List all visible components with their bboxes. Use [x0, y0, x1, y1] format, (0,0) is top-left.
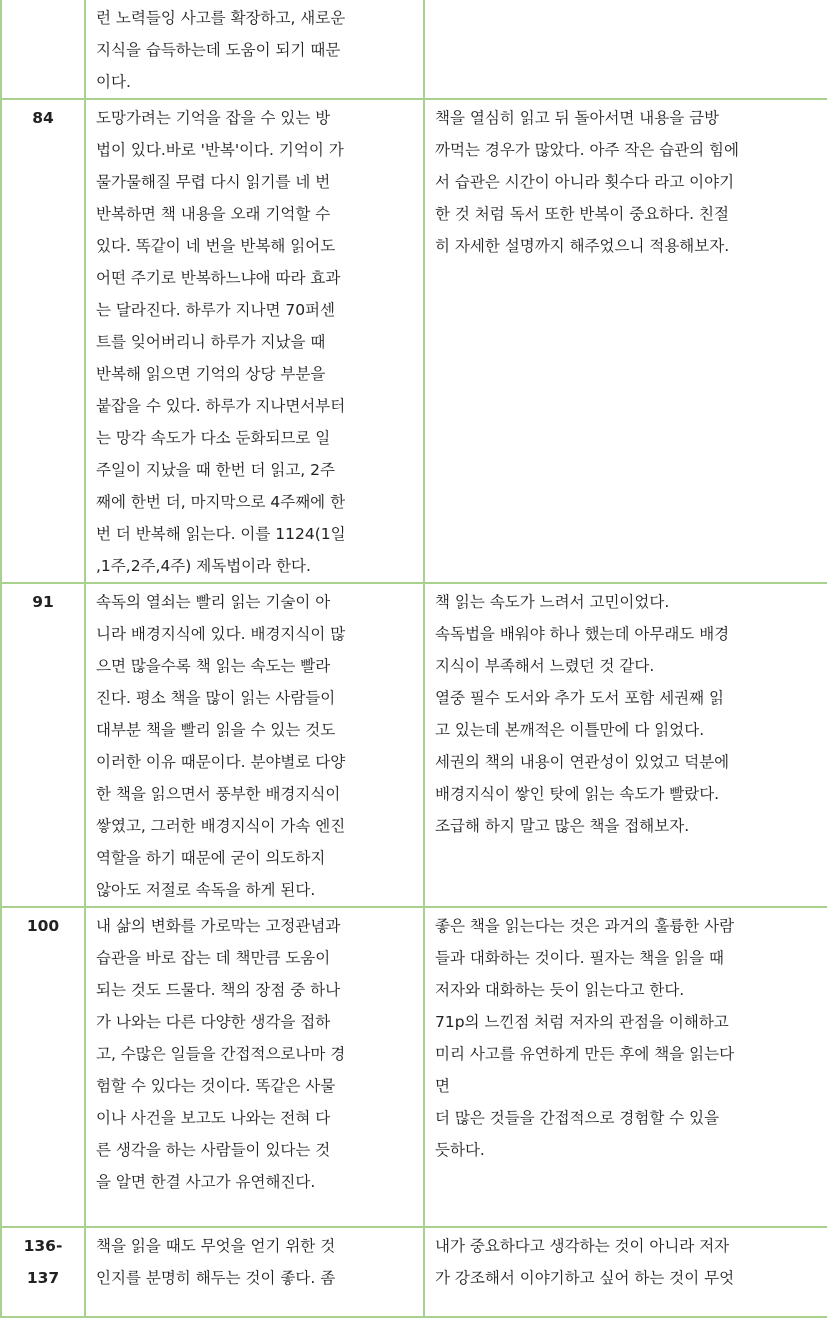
reflection-line: 고 있는데 본깨적은 이틀만에 다 읽었다.: [435, 721, 705, 739]
summary-line: 른 생각을 하는 사람들이 있다는 것: [96, 1141, 331, 1159]
summary-line: 고, 수많은 일들을 간접적으로나마 경: [96, 1045, 346, 1063]
summary-line: 붙잡을 수 있다. 하루가 지나면서부터: [96, 397, 346, 415]
summary-line: 으면 많을수록 책 읽는 속도는 빨라: [96, 657, 331, 675]
summary-line: ,1주,2주,4주) 제독법이라 한다.: [96, 557, 311, 575]
summary-line: 책을 읽을 때도 무엇을 얻기 위한 것: [96, 1237, 336, 1255]
summary-line: 법이 있다.바로 '반복'이다. 기억이 가: [96, 141, 344, 159]
summary-line: 주일이 지났을 때 한번 더 읽고, 2주: [96, 461, 336, 479]
summary-line: 있다. 똑같이 네 번을 반복해 읽어도: [96, 237, 336, 255]
reflection-line: 세권의 책의 내용이 연관성이 있었고 덕분에: [435, 753, 730, 771]
summary-line: 도망가려는 기억을 잡을 수 있는 방: [96, 109, 331, 127]
reflection-line: 열중 필수 도서와 추가 도서 포함 세권째 읽: [435, 689, 725, 707]
reflection-line: 지식이 부족해서 느렸던 것 같다.: [435, 657, 655, 675]
summary-line: 물가물해질 무렵 다시 읽기를 네 번: [96, 173, 331, 191]
summary-line: 째에 한번 더, 마지막으로 4주째에 한: [96, 493, 346, 511]
summary-line: 내 삶의 변화를 가로막는 고정관념과: [96, 917, 341, 935]
summary-line: 번 더 반복해 읽는다. 이를 1124(1일: [96, 525, 346, 543]
table-row: [1, 99, 827, 583]
summary-line: 험할 수 있다는 것이다. 똑같은 사물: [96, 1077, 336, 1095]
summary-line: 않아도 저절로 속독을 하게 된다.: [96, 881, 316, 899]
reflection-cell: [424, 1227, 827, 1317]
reflection-cell: [424, 583, 827, 907]
summary-cell: [85, 907, 424, 1227]
summary-line: 역할을 하기 때문에 굳이 의도하지: [96, 849, 326, 867]
reflection-line: 71p의 느낀점 처럼 저자의 관점을 이해하고: [435, 1013, 729, 1031]
summary-line: 속독의 열쇠는 빨리 읽는 기술이 아: [96, 593, 331, 611]
summary-line: 되는 것도 드물다. 책의 장점 중 하나: [96, 981, 341, 999]
reflection-line: 속독법을 배워야 하나 했는데 아무래도 배경: [435, 625, 730, 643]
reflection-line: 저자와 대화하는 듯이 읽는다고 한다.: [435, 981, 685, 999]
summary-line: 이러한 이유 때문이다. 분야별로 다양: [96, 753, 346, 771]
reflection-line: 들과 대화하는 것이다. 필자는 책을 읽을 때: [435, 949, 725, 967]
reflection-line: 책을 열심히 읽고 뒤 돌아서면 내용을 금방: [435, 109, 720, 127]
summary-cell: [85, 0, 424, 99]
summary-line: 트를 잊어버리니 하루가 지났을 때: [96, 333, 326, 351]
page-number-cell: [1, 0, 85, 99]
table-row: [1, 583, 827, 907]
table-row: [1, 1227, 827, 1317]
summary-line: 습관을 바로 잡는 데 책만큼 도움이: [96, 949, 331, 967]
reflection-cell: [424, 0, 827, 99]
page-number: 91: [32, 593, 54, 611]
summary-line: 지식을 습득하는데 도움이 되기 때문: [96, 41, 341, 59]
table-row: [1, 907, 827, 1227]
page-number: 136-: [23, 1237, 63, 1255]
page-number: 84: [32, 109, 54, 127]
reflection-line: 내가 중요하다고 생각하는 것이 아니라 저자: [435, 1237, 730, 1255]
summary-line: 반복하면 책 내용을 오래 기억할 수: [96, 205, 331, 223]
summary-line: 을 알면 한결 사고가 유연해진다.: [96, 1173, 316, 1191]
page-number-cell: [1, 907, 85, 1227]
reflection-line: 서 습관은 시간이 아니라 횟수다 라고 이야기: [435, 173, 735, 191]
summary-line: 런 노력들잉 사고를 확장하고, 새로운: [96, 9, 346, 27]
reflection-cell: [424, 907, 827, 1227]
summary-cell: [85, 1227, 424, 1317]
reflection-line: 조급해 하지 말고 많은 책을 접해보자.: [435, 817, 690, 835]
reflection-line: 책 읽는 속도가 느려서 고민이었다.: [435, 593, 670, 611]
reflection-line: 배경지식이 쌓인 탓에 읽는 속도가 빨랐다.: [435, 785, 720, 803]
summary-line: 어떤 주기로 반복하느냐애 따라 효과: [96, 269, 341, 287]
table-body: [1, 0, 827, 1317]
reflection-line: 더 많은 것들을 간접적으로 경험할 수 있을: [435, 1109, 720, 1127]
reflection-cell: [424, 99, 827, 583]
summary-line: 반복해 읽으면 기억의 상당 부분을: [96, 365, 326, 383]
reflection-line: 면: [435, 1077, 450, 1095]
summary-line: 진다. 평소 책을 많이 읽는 사람들이: [96, 689, 336, 707]
reflection-line: 까먹는 경우가 많았다. 아주 작은 습관의 힘에: [435, 141, 740, 159]
reflection-line: 듯하다.: [435, 1141, 485, 1159]
summary-line: 는 망각 속도가 다소 둔화되므로 일: [96, 429, 331, 447]
table-row: [1, 0, 827, 99]
reflection-line: 좋은 책을 읽는다는 것은 과거의 훌륭한 사람: [435, 917, 735, 935]
summary-cell: [85, 99, 424, 583]
reflection-line: 가 강조해서 이야기하고 싶어 하는 것이 무엇: [435, 1269, 735, 1287]
page-number-cell: [1, 99, 85, 583]
summary-line: 쌓였고, 그러한 배경지식이 가속 엔진: [96, 817, 346, 835]
summary-cell: [85, 583, 424, 907]
summary-line: 이다.: [96, 73, 131, 91]
summary-line: 이나 사건을 보고도 나와는 전혀 다: [96, 1109, 331, 1127]
summary-line: 는 달라진다. 하루가 지나면 70퍼센: [96, 301, 336, 319]
summary-line: 대부분 책을 빨리 읽을 수 있는 것도: [96, 721, 336, 739]
summary-line: 인지를 분명히 해두는 것이 좋다. 좀: [96, 1269, 336, 1287]
summary-line: 한 책을 읽으면서 풍부한 배경지식이: [96, 785, 341, 803]
page-number-cell: [1, 1227, 85, 1317]
reflection-line: 한 것 처럼 독서 또한 반복이 중요하다. 친절: [435, 205, 729, 223]
page-number-cell: [1, 583, 85, 907]
summary-line: 가 나와는 다른 다양한 생각을 접하: [96, 1013, 331, 1031]
page-number: 137: [26, 1269, 60, 1287]
page-number: 100: [26, 917, 60, 935]
reflection-line: 히 자세한 설명까지 해주었으니 적용해보자.: [435, 237, 730, 255]
summary-line: 니라 배경지식에 있다. 배경지식이 많: [96, 625, 346, 643]
reflection-line: 미리 사고를 유연하게 만든 후에 책을 읽는다: [435, 1045, 735, 1063]
